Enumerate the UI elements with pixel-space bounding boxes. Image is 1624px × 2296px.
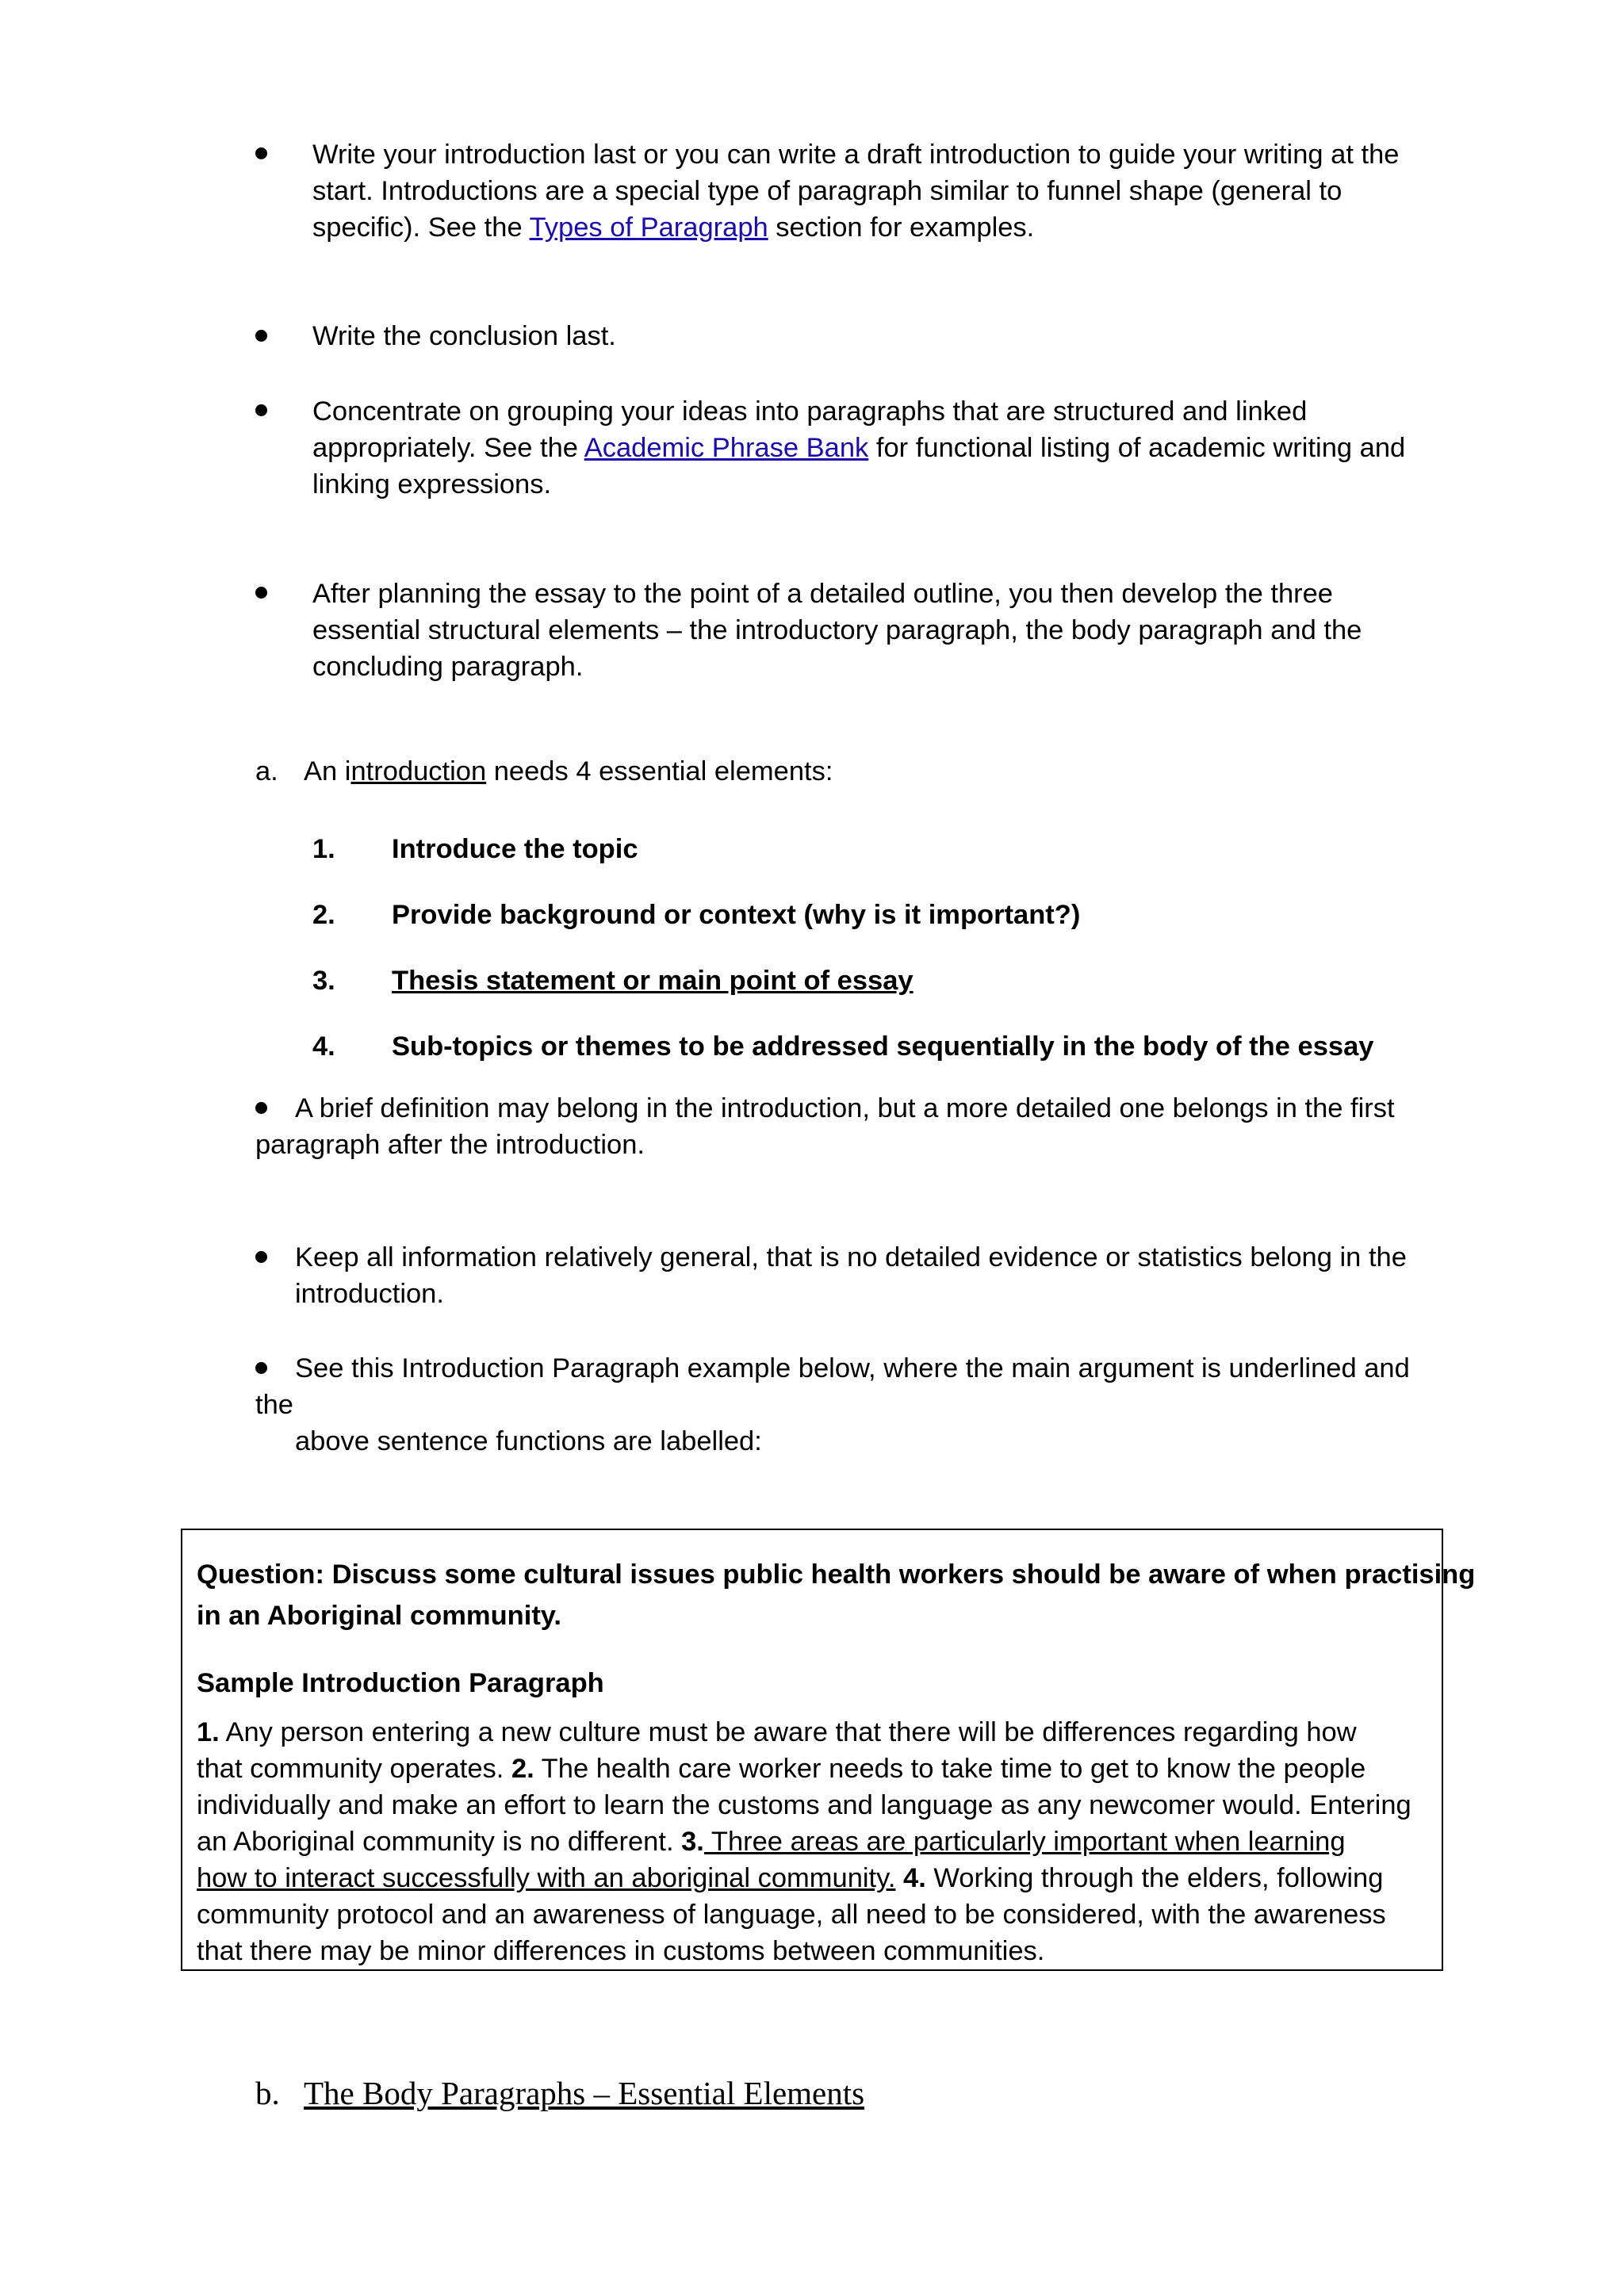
academic-phrase-bank-link[interactable]: Academic Phrase Bank <box>584 433 869 463</box>
bullet-dot <box>255 404 267 416</box>
main-argument-text: how to interact successfully with an aboriginal community. <box>197 1863 896 1893</box>
numbered-item-thesis: Thesis statement or main point of essay <box>392 966 914 996</box>
line-text: individually and make an effort to learn the customs and language as any newcomer would. Entering <box>197 1790 1411 1820</box>
bullet-dot <box>255 587 267 599</box>
main-argument-text: Three areas are particularly important when learning <box>703 1827 1346 1857</box>
bullet-dot <box>255 147 267 159</box>
bullet-dot <box>255 330 267 342</box>
paragraph-line <box>197 1860 1434 1896</box>
bullet-line: above sentence functions are labelled: <box>295 1426 762 1456</box>
bullet-dot <box>255 1251 267 1263</box>
section-a-marker: a. <box>255 756 278 786</box>
line-text: that there may be minor differences in customs between communities. <box>197 1936 1045 1966</box>
bullet-line: paragraph after the introduction. <box>255 1130 645 1160</box>
bullet-text: for functional listing of academic writing and linking expressions. <box>312 433 1406 499</box>
question-line: Question: Discuss some cultural issues public health workers should be aware of when practising <box>197 1559 1476 1590</box>
numbered-marker: 4. <box>312 1031 335 1062</box>
paragraph-line <box>197 1714 1434 1751</box>
bullet-dot <box>255 1362 267 1374</box>
paragraph-line <box>197 1751 1434 1787</box>
section-a-heading <box>304 753 833 790</box>
bullet-dot <box>255 1102 267 1114</box>
section-b-marker: b. <box>255 2075 280 2111</box>
sentence-label: 2. <box>511 1754 534 1784</box>
numbered-item: Introduce the topic <box>392 834 638 864</box>
bullet-item <box>312 576 1438 685</box>
sentence-label: 1. <box>197 1717 220 1747</box>
numbered-marker: 1. <box>312 834 335 864</box>
paragraph-line <box>197 1787 1434 1823</box>
line-text: an Aboriginal community is no different. <box>197 1827 682 1857</box>
paragraph-line <box>197 1896 1434 1933</box>
section-a-post: needs 4 essential elements: <box>486 756 833 786</box>
line-text: Any person entering a new culture must be aware that there will be differences regarding how <box>219 1717 1357 1747</box>
bullet-text: section for examples. <box>768 212 1035 243</box>
numbered-marker: 2. <box>312 900 335 930</box>
line-text: community protocol and an awareness of language, all need to be considered, with the awareness <box>197 1900 1386 1930</box>
sentence-label: 4. <box>895 1863 926 1893</box>
bullet-text: Write the conclusion last. <box>312 321 616 351</box>
bullet-line: Keep all information relatively general, that is no detailed evidence or statistics belong in the <box>295 1242 1407 1272</box>
numbered-item: Provide background or context (why is it important?) <box>392 900 1081 930</box>
section-a-pre: An i <box>304 756 351 786</box>
bullet-text: After planning the essay to the point of a detailed outline, you then develop the three essential structural elements – the introductory paragraph, the body paragraph and the concluding paragraph. <box>312 579 1362 682</box>
bullet-line: introduction. <box>295 1279 444 1309</box>
line-text: The health care worker needs to take time to get to know the people <box>534 1754 1366 1784</box>
line-text: Working through the elders, following <box>925 1863 1384 1893</box>
bullet-line: A brief definition may belong in the introduction, but a more detailed one belongs in the first <box>295 1093 1395 1123</box>
sentence-label: 3. <box>681 1827 704 1857</box>
bullet-item <box>312 136 1438 246</box>
bullet-line: the <box>255 1390 293 1420</box>
bullet-item <box>312 393 1438 503</box>
bullet-text: Write your introduction last or you can write a draft introduction to guide your writing at the start. Introductions are a special type of paragraph similar to funnel shape (general to specific). See the <box>312 140 1400 243</box>
paragraph-line <box>197 1823 1434 1860</box>
types-of-paragraph-link[interactable]: Types of Paragraph <box>529 212 768 243</box>
bullet-item <box>312 318 1438 354</box>
section-a-underlined: ntroduction <box>350 756 487 786</box>
section-b-heading: The Body Paragraphs – Essential Elements <box>304 2075 865 2111</box>
question-line: in an Aboriginal community. <box>197 1601 562 1631</box>
bullet-line: See this Introduction Paragraph example below, where the main argument is underlined and <box>295 1353 1410 1383</box>
sample-paragraph <box>197 1714 1434 1969</box>
numbered-marker: 3. <box>312 966 335 996</box>
sample-subheading: Sample Introduction Paragraph <box>197 1668 604 1698</box>
bullet-text: Concentrate on grouping your ideas into paragraphs that are structured and linked appropriately. See the <box>312 396 1308 463</box>
numbered-item: Sub-topics or themes to be addressed sequentially in the body of the essay <box>392 1031 1374 1062</box>
example-box <box>181 1529 1476 1971</box>
paragraph-line <box>197 1933 1434 1969</box>
line-text: that community operates. <box>197 1754 511 1784</box>
